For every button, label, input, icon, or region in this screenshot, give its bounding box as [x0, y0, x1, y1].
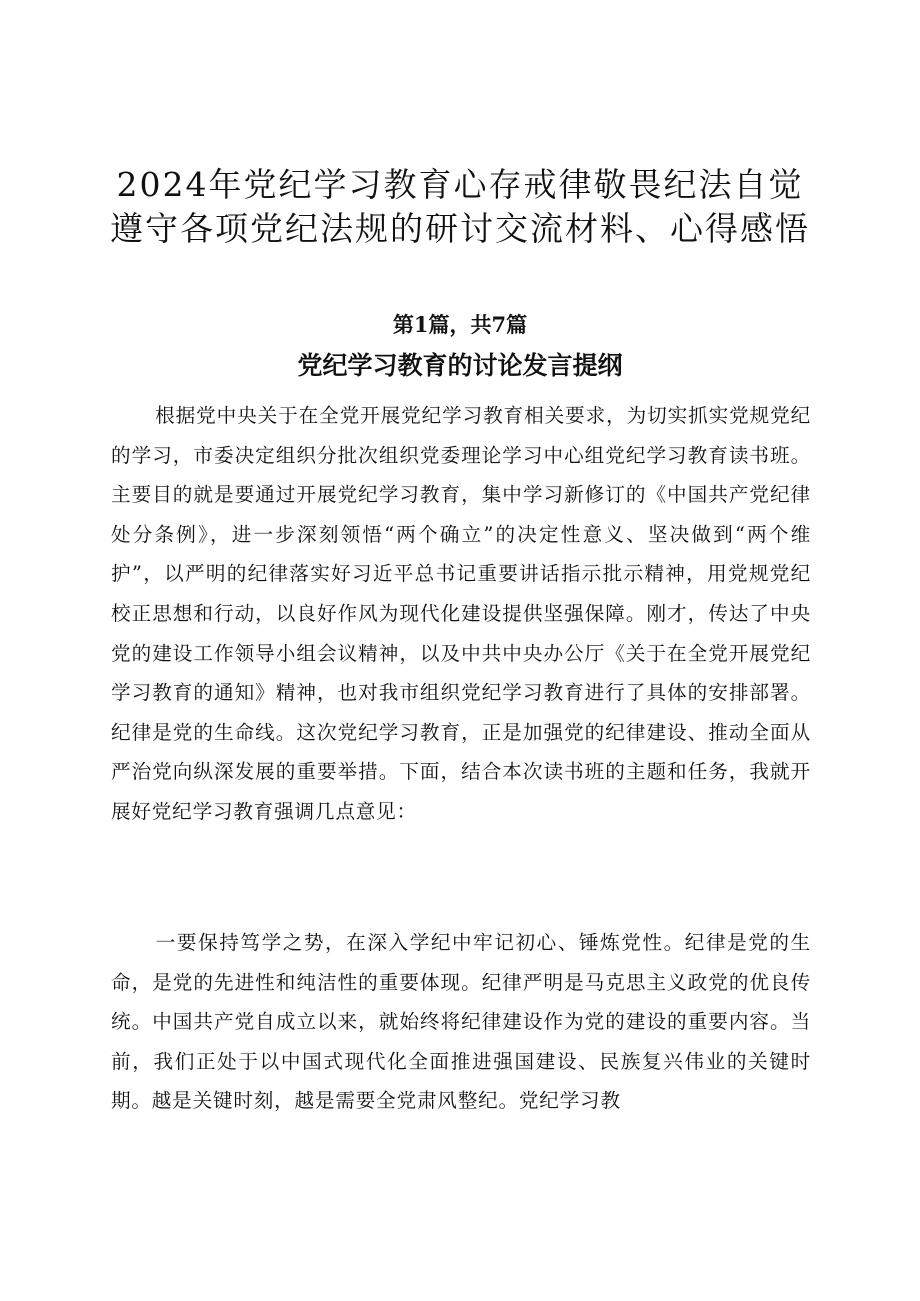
part-label: 第1篇，共7篇: [392, 312, 528, 337]
paragraph-2-text: 一要保持笃学之势，在深入学纪中牢记初心、锤炼党性。纪律是党的生命，是党的先进性和纯洁性的重要体现。纪律严明是马克思主义政党的优良传统。中国共产党自成立以来，就始终将纪律建设作为党的建设的重要内容。当前，我们正处于以中国式现代化全面推进强国建设、民族复兴伟业的关键时期。越是关键时刻，越是需要全党肃风整纪。党纪学习教: [111, 931, 811, 1113]
section-title: 党纪学习教育的讨论发言提纲: [297, 351, 623, 380]
paragraph-1-text: 根据党中央关于在全党开展党纪学习教育相关要求，为切实抓实党规党纪的学习，市委决定组织分批次组织党委理论学习中心组党纪学习教育读书班。主要目的就是要通过开展党纪学习教育，集中学习新修订的《中国共产党纪律处分条例》，进一步深刻领悟“两个确立”的决定性意义、坚决做到“两个维护”，以严明的纪律落实好习近平总书记重要讲话指示批示精神，用党规党纪校正思想和行动，以良好作风为现代化建设提供坚强保障。刚才，传达了中央党的建设工作领导小组会议精神，以及中共中央办公厅《关于在全党开展党纪学习教育的通知》精神，也对我市组织党纪学习教育进行了具体的安排部署。纪律是党的生命线。这次党纪学习教育，正是加强党的纪律建设、推动全面从严治党向纵深发展的重要举措。下面，结合本次读书班的主题和任务，我就开展好党纪学习教育强调几点意见：: [111, 404, 811, 823]
document-title-line-1: 2024年党纪学习教育心存戒律敬畏纪法自觉: [116, 165, 804, 204]
paragraph-2: [111, 923, 811, 1121]
paragraph-1: [111, 396, 811, 832]
document-title-line-2: 遵守各项党纪法规的研讨交流材料、心得感悟: [110, 209, 810, 248]
